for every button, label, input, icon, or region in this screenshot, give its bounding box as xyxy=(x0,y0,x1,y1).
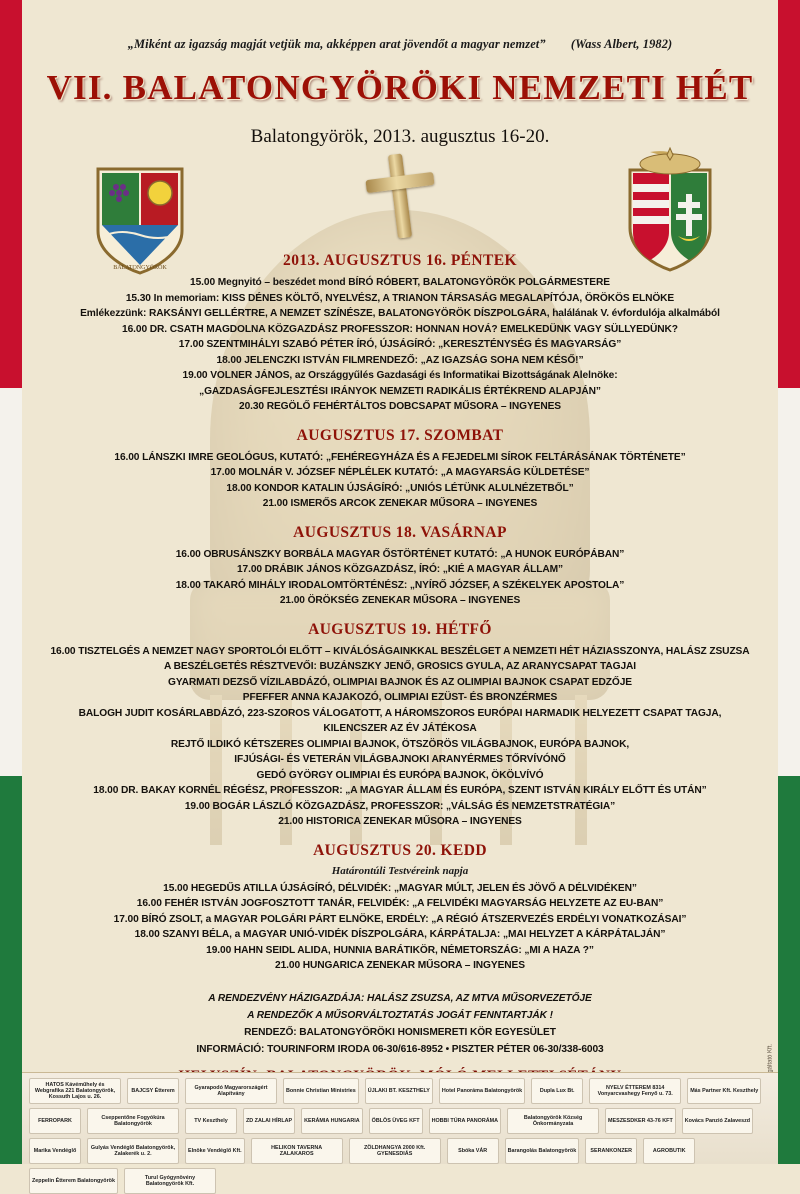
sponsor-logo[interactable]: Balatongyörök Község Önkormányzata xyxy=(507,1108,599,1134)
day-title: 2013. AUGUSZTUS 16. PÉNTEK xyxy=(283,252,517,269)
program-line: 16.00 OBRUSÁNSZKY BORBÁLA MAGYAR ŐSTÖRTÉNET KUTATÓ: „A HUNOK EURÓPÁBAN” xyxy=(175,548,625,560)
flag-red-left xyxy=(0,0,22,388)
crest-left-label: BALATONGYÖRÖK xyxy=(113,265,167,271)
sponsor-logo[interactable]: NYELV ÉTTEREM 8314 Vonyarcvashegy Fenyő u. 73. xyxy=(589,1078,681,1104)
day-subtitle: Határontúli Testvéreink napja xyxy=(331,864,469,877)
sponsor-logo-strip xyxy=(22,1072,778,1187)
day-title: AUGUSZTUS 20. KEDD xyxy=(313,841,487,859)
program-line: IFJÚSÁGI- ÉS VETERÁN VILÁGBAJNOKI ARANYÉRMES TŐRVÍVÓNŐ xyxy=(234,754,566,765)
sponsor-logo[interactable]: HATOS Kávéműhely és Webgrafika 221 Balatongyörök, Kossuth Lajos u. 26. xyxy=(29,1078,121,1104)
program-line: KILENCSZER AZ ÉV JÁTÉKOSA xyxy=(323,723,477,734)
sponsor-logo[interactable]: Gulyás Vendéglő Balatongyörök, Zalakerék u. 2. xyxy=(87,1138,179,1164)
program-line: 16.00 DR. CSATH MAGDOLNA KÖZGAZDÁSZ PROFESSZOR: HONNAN HOVÁ? EMELKEDÜNK VAGY SÜLLYEDÜNK? xyxy=(122,323,678,335)
sponsor-logo[interactable]: TV Keszthely xyxy=(185,1108,237,1134)
sponsor-logo[interactable]: Marika Vendéglő xyxy=(29,1138,81,1164)
program-line: 15.00 HEGEDŰS ATILLA ÚJSÁGÍRÓ, DÉLVIDÉK: „MAGYAR MÚLT, JELEN ÉS JÖVŐ A DÉLVIDÉKEN” xyxy=(163,882,637,894)
day-title: AUGUSZTUS 19. HÉTFŐ xyxy=(308,620,492,638)
program-line: 21.00 HISTORICA ZENEKAR MŰSORA – INGYENES xyxy=(278,816,522,827)
flag-white-left xyxy=(0,388,22,776)
program-line: PFEFFER ANNA KAJAKOZÓ, OLIMPIAI EZÜST- ÉS BRONZÉRMES xyxy=(242,692,558,703)
sponsor-logo[interactable]: AGROBUTIK xyxy=(643,1138,695,1164)
sponsor-logo[interactable]: Hotel Panoráma Balatongyörök xyxy=(439,1078,525,1104)
program-line: REJTŐ ILDIKÓ KÉTSZERES OLIMPIAI BAJNOK, ÖTSZÖRÖS VILÁGBAJNOK, EURÓPA BAJNOK, xyxy=(170,738,630,750)
sponsor-logo[interactable]: ÚJLAKI BT. KESZTHELY xyxy=(365,1078,433,1104)
program-line: 21.00 ÖRÖKSÉG ZENEKAR MŰSORA – INGYENES xyxy=(279,595,521,606)
program-line: 19.00 BOGÁR LÁSZLÓ KÖZGAZDÁSZ, PROFESSZOR: „VÁLSÁG ÉS NEMZETSTRATÉGIA” xyxy=(184,800,616,812)
disclaimer-line: A RENDEZŐK A MŰSORVÁLTOZTATÁS JOGÁT FENNTARTJÁK ! xyxy=(247,1009,553,1021)
hungary-coat-of-arms xyxy=(620,148,720,283)
sponsor-logo[interactable]: Kovács Panzió Zalaveszd xyxy=(682,1108,753,1134)
program-line: 19.00 VOLNER JÁNOS, az Országgyűlés Gazdasági és Informatikai Bizottságának Alelnöke: xyxy=(182,370,618,381)
balatongyorok-coat-of-arms xyxy=(92,165,188,282)
sponsor-logo[interactable]: ZÖLDHANGYA 2000 Kft. GYENESDIÁS xyxy=(349,1138,441,1164)
sponsor-logo[interactable]: Sbóka VÁR xyxy=(447,1138,499,1164)
program-line: 21.00 HUNGARICA ZENEKAR MŰSORA – INGYENES xyxy=(275,960,525,971)
flag-white-right xyxy=(778,388,800,776)
program-line: 18.00 TAKARÓ MIHÁLY IRODALOMTÖRTÉNÉSZ: „NYÍRŐ JÓZSEF, A SZÉKELYEK APOSTOLA” xyxy=(175,579,625,591)
closing-block xyxy=(0,990,800,1058)
program-line: 15.30 In memoriam: KISS DÉNES KÖLTŐ, NYELVÉSZ, A TRIANON TÁRSASÁG MEGALAPÍTÓJA, ÖRÖKÖS ELNÖKE xyxy=(125,292,675,304)
program-line: „GAZDASÁGFEJLESZTÉSI IRÁNYOK NEMZETI RADIKÁLIS ÉRTÉKREND ALAPJÁN” xyxy=(199,385,601,397)
sponsor-logo[interactable]: Cseppentőne Fogyókúra Balatongyörök xyxy=(87,1108,179,1134)
program-line: 19.00 HAHN SEIDL ALIDA, HUNNIA BARÁTIKÖR, NÉMETORSZÁG: „MI A HAZA ?” xyxy=(206,944,594,956)
day-block-tuesday xyxy=(0,842,800,974)
day-title: AUGUSZTUS 17. SZOMBAT xyxy=(296,426,504,444)
sponsor-logo[interactable]: ÖBLÖS ÜVEG KFT xyxy=(369,1108,423,1134)
sponsor-logo[interactable]: FERROPARK xyxy=(29,1108,81,1134)
program-line: 16.00 LÁNSZKI IMRE GEOLÓGUS, KUTATÓ: „FEHÉREGYHÁZA ÉS A FEJEDELMI SÍROK FELTÁRÁSÁNAK TÖRTÉNETE” xyxy=(114,451,686,463)
program-line: 15.00 Megnyitó – beszédet mond BÍRÓ RÓBERT, BALATONGYÖRÖK POLGÁRMESTERE xyxy=(190,277,610,288)
sponsor-logo[interactable]: KERÁMIA HUNGARIA xyxy=(301,1108,363,1134)
program-line: 18.00 SZANYI BÉLA, a MAGYAR UNIÓ-VIDÉK DÍSZPOLGÁRA, KÁRPÁTALJA: „MAI HELYZET A KÁRPÁTALJÁN” xyxy=(134,929,666,940)
flag-red-right xyxy=(778,0,800,388)
sponsor-logo[interactable]: Turul Gyógynövény Balatongyörök Kft. xyxy=(124,1168,216,1194)
program-line: 20.30 REGÖLŐ FEHÉRTÁLTOS DOBCSAPAT MŰSORA – INGYENES xyxy=(239,401,561,412)
program-line: 17.00 MOLNÁR V. JÓZSEF NÉPLÉLEK KUTATÓ: „A MAGYARSÁG KÜLDETÉSE” xyxy=(210,467,590,478)
flag-bar-right xyxy=(778,0,800,1164)
program-line: 17.00 SZENTMIHÁLYI SZABÓ PÉTER ÍRÓ, ÚJSÁGÍRÓ: „KERESZTÉNYSÉG ÉS MAGYARSÁG” xyxy=(178,339,622,350)
motto-quote: „Miként az igazság magját vetjük ma, akképpen arat jövendőt a magyar nemzet” xyxy=(127,37,546,51)
day-title: AUGUSZTUS 18. VASÁRNAP xyxy=(293,523,507,541)
program-line: 18.00 JELENCZKI ISTVÁN FILMRENDEZŐ: „AZ IGAZSÁG SOHA NEM KÉSŐ!” xyxy=(216,354,584,366)
sponsor-logo[interactable]: Dupla Lux Bt. xyxy=(531,1078,583,1104)
sponsor-logo[interactable]: Más Partner Kft. Keszthely xyxy=(687,1078,761,1104)
program-line: A BESZÉLGETÉS RÉSZTVEVŐI: BUZÁNSZKY JENŐ, GROSICS GYULA, AZ ARANYCSAPAT TAGJAI xyxy=(164,661,636,672)
sponsor-logo[interactable]: Elnöke Vendéglő Kft. xyxy=(185,1138,245,1164)
flag-bar-left xyxy=(0,0,22,1164)
program-line: GEDÓ GYÖRGY OLIMPIAI ÉS EURÓPA BAJNOK, ÖKÖLVÍVÓ xyxy=(256,769,544,781)
organizer-line: RENDEZŐ: BALATONGYÖRÖKI HONISMERETI KÖR EGYESÜLET xyxy=(244,1026,556,1038)
sponsor-logo[interactable]: Gyarapodó Magyarországért Alapítvány xyxy=(185,1078,277,1104)
host-line: A RENDEZVÉNY HÁZIGAZDÁJA: HALÁSZ ZSUZSA, AZ MTVA MŰSORVEZETŐJE xyxy=(208,992,592,1004)
program-line: 18.00 DR. BAKAY KORNÉL RÉGÉSZ, PROFESSZOR: „A MAGYAR ÁLLAM ÉS EURÓPA, SZENT ISTVÁN KIRÁLY ELŐTT ÉS UTÁN” xyxy=(93,785,707,796)
program-line: 16.00 TISZTELGÉS A NEMZET NAGY SPORTOLÓI ELŐTT – KIVÁLÓSÁGAINKKAL BESZÉLGET A NEMZETI HÉT HÁZIASSZONYA, HALÁSZ ZSUZSA xyxy=(50,645,750,657)
info-line: INFORMÁCIÓ: TOURINFORM IRODA 06-30/616-8952 • PISZTER PÉTER 06-30/338-6003 xyxy=(196,1043,604,1055)
sponsor-logo[interactable]: ZD ZALAI HÍRLAP xyxy=(243,1108,295,1134)
program-line: 16.00 FEHÉR ISTVÁN JOGFOSZTOTT TANÁR, FELVIDÉK: „A FELVIDÉKI MAGYARSÁG HELYZETE AZ EU-BAN” xyxy=(136,898,664,909)
program-line: Emlékezzünk: RAKSÁNYI GELLÉRTRE, A NEMZET SZÍNÉSZE, BALATONGYÖRÖK DÍSZPOLGÁRA, halálának V. évfordulója alkalmából xyxy=(80,308,720,319)
sponsor-logo[interactable]: Zeppelin Étterem Balatongyörök xyxy=(29,1168,118,1194)
flag-green-right xyxy=(778,776,800,1164)
sponsor-logo[interactable]: Barangolás Balatongyörök xyxy=(505,1138,580,1164)
sponsor-logo[interactable]: HOBBI TÚRA PANORÁMA xyxy=(429,1108,501,1134)
program-line: 17.00 DRÁBIK JÁNOS KÖZGAZDÁSZ, ÍRÓ: „KIÉ A MAGYAR ÁLLAM” xyxy=(236,564,564,575)
motto-source: (Wass Albert, 1982) xyxy=(570,37,673,51)
sponsor-logo[interactable]: Bonnie Christian Ministries xyxy=(283,1078,359,1104)
program-line: 21.00 ISMERŐS ARCOK ZENEKAR MŰSORA – INGYENES xyxy=(262,498,538,509)
motto-block xyxy=(0,0,800,52)
program-line: GYARMATI DEZSŐ VÍZILABDÁZÓ, OLIMPIAI BAJNOK ÉS AZ OLIMPIAI BAJNOK CSAPAT EDZŐJE xyxy=(168,676,632,688)
sponsor-logo[interactable]: MESZESDKER 43-76 KFT xyxy=(605,1108,676,1134)
event-subtitle: Balatongyörök, 2013. augusztus 16-20. xyxy=(250,126,550,147)
sponsor-logo[interactable]: HELIKON TAVERNA ZALAKAROS xyxy=(251,1138,343,1164)
page-title: VII. BALATONGYÖRÖKI NEMZETI HÉT xyxy=(46,68,754,107)
day-block-saturday xyxy=(0,427,800,512)
day-block-monday xyxy=(0,621,800,830)
day-block-sunday xyxy=(0,524,800,609)
flag-green-left xyxy=(0,776,22,1164)
program-line: BALOGH JUDIT KOSÁRLABDÁZÓ, 223-SZOROS VÁLOGATOTT, A HÁROMSZOROS EURÓPAI HARMADIK HELYEZETT CSAPAT TAGJA, xyxy=(78,707,722,719)
program-line: 17.00 BÍRÓ ZSOLT, a MAGYAR POLGÁRI PÁRT ELNÖKE, ERDÉLY: „A RÉGIÓ ÁTSZERVEZÉS ERDÉLYI VONATKOZÁSAI” xyxy=(113,913,687,925)
sponsor-logo[interactable]: SERANKONZER xyxy=(585,1138,637,1164)
sponsor-logo[interactable]: BAJCSY Étterem xyxy=(127,1078,179,1104)
program-line: 18.00 KONDOR KATALIN ÚJSÁGÍRÓ: „UNIÓS LÉTÜNK ALULNÉZETBŐL” xyxy=(226,482,574,494)
